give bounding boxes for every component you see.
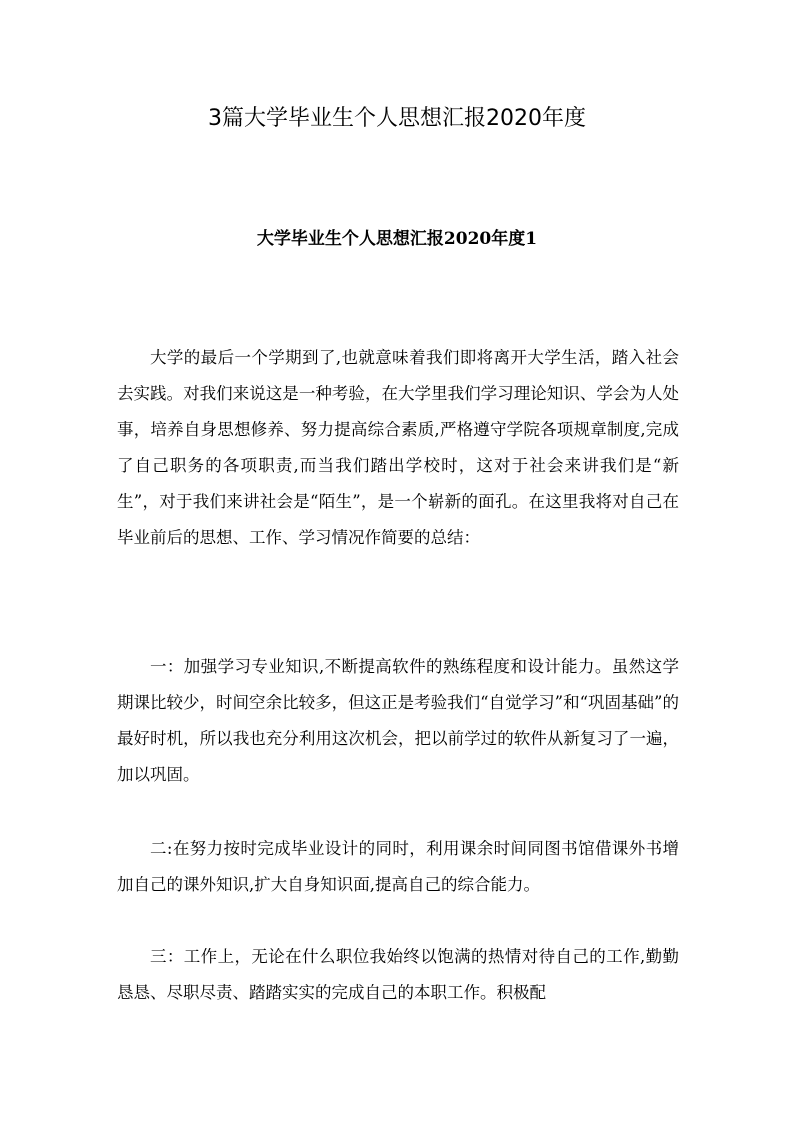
- paragraph-point-2: [117, 831, 679, 903]
- section-heading: 大学毕业生个人思想汇报2020年度1: [256, 229, 538, 249]
- paragraph-point-3: [117, 939, 679, 1011]
- paragraph-text: 大学的最后一个学期到了,也就意味着我们即将离开大学生活，踏入社会去实践。对我们来说这是一种考验，在大学里我们学习理论知识、学会为人处事，培养自身思想修养、努力提高综合素质,严格遵守学院各项规章制度,完成了自己职务的各项职责,而当我们踏出学校时，这对于社会来讲我们是“新生”，对于我们来讲社会是“陌生”，是一个崭新的面孔。在这里我将对自己在毕业前后的思想、工作、学习情况作简要的总结：: [117, 348, 679, 547]
- paragraph-intro: [117, 340, 679, 556]
- paragraph-text: 二:在努力按时完成毕业设计的同时，利用课余时间同图书馆借课外书增加自己的课外知识,扩大自身知识面,提高自己的综合能力。: [117, 839, 679, 894]
- paragraph-text: 三：工作上，无论在什么职位我始终以饱满的热情对待自己的工作,勤勤恳恳、尽职尽责、踏踏实实的完成自己的本职工作。积极配: [117, 947, 679, 1002]
- document-title: 3篇大学毕业生个人思想汇报2020年度: [208, 106, 586, 131]
- paragraph-text: 一：加强学习专业知识,不断提高软件的熟练程度和设计能力。虽然这学期课比较少，时间空余比较多，但这正是考验我们“自觉学习”和“巩固基础”的最好时机，所以我也充分利用这次机会，把以前学过的软件从新复习了一遍，加以巩固。: [117, 657, 679, 784]
- paragraph-point-1: [117, 649, 679, 793]
